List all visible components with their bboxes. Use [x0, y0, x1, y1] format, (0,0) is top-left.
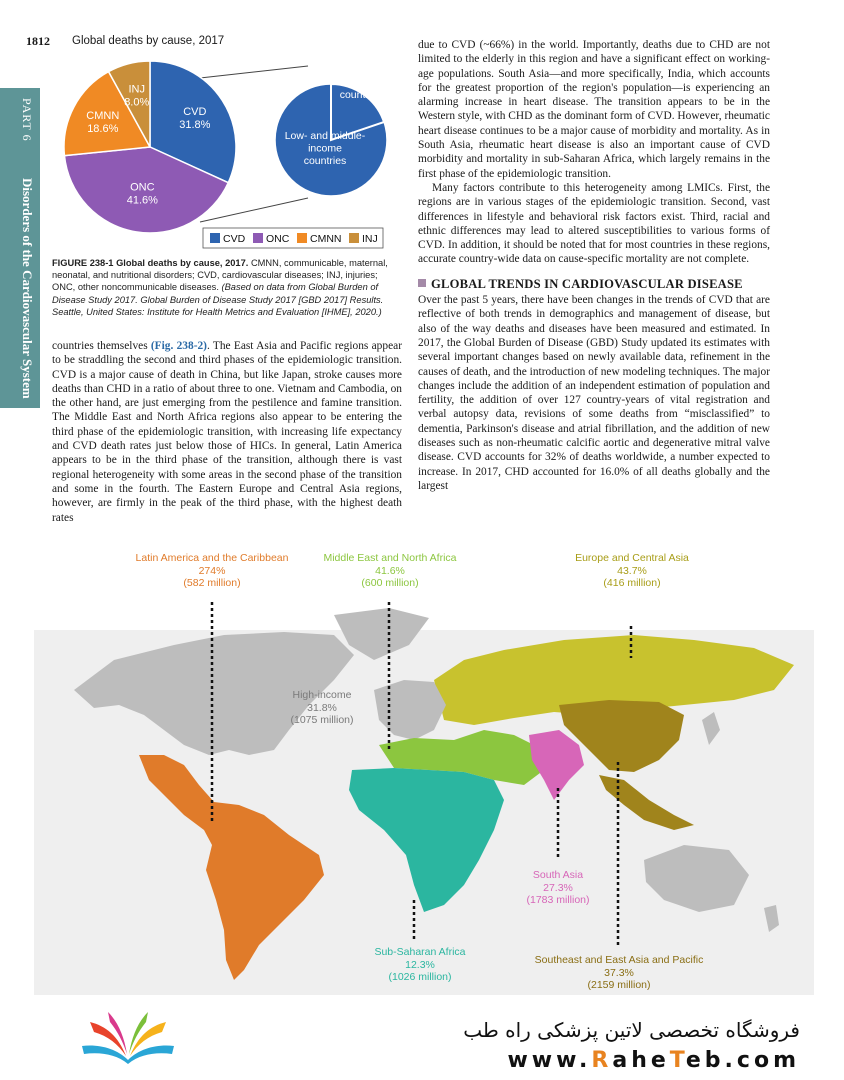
page-number: 1812 — [26, 34, 50, 48]
pie-value-inj: 8.0% — [124, 96, 150, 109]
map-label-sub-saharan: Sub-Saharan Africa 12.3% (1026 million) — [374, 946, 466, 983]
legend-swatch-inj — [349, 233, 359, 243]
caption-source: (Based on data from Global Burden of Disease Study 2017. Global Burden of Disease Study 2017 [GBD 2017] Results. Seattle, United States: Institute for Health Metrics and Evaluation [IHME], 2020.) — [52, 282, 384, 317]
caption-lead: FIGURE 238-1 Global deaths by cause, 2017. — [52, 258, 249, 268]
legend-swatch-cmnn — [297, 233, 307, 243]
map-label-middle-east: Middle East and North Africa 41.6% (600 million) — [323, 552, 457, 589]
connector-line-top — [200, 66, 308, 78]
inset-label-high-income: High-income countries — [339, 65, 383, 101]
inset-label-low-middle-income: Low- and middle-income countries — [284, 130, 366, 167]
pie-label-cvd: CVD — [183, 106, 207, 119]
main-pie — [64, 61, 236, 233]
pie-value-cmnn: 18.6% — [87, 123, 119, 136]
pie-value-cvd: 31.8% — [179, 119, 211, 132]
side-tab-title: Disorders of the Cardiovascular System — [20, 178, 35, 399]
world-map — [34, 540, 814, 995]
heading-square-icon — [418, 279, 426, 287]
legend-label-cmnn: CMNN — [310, 233, 342, 245]
right-paragraph-2: Many factors contribute to this heterogeneity among LMICs. First, the regions are in various stages of the epidemiologic transition. Second, vast differences in lifestyle and behavioral risk factors exist. Third, racial and ethnic differences may lead to altered susceptibilities to various forms of CVD. In addition, it should be noted that for most countries in these regions, accurate country-wide data on cause-specific mortality are not complete. — [418, 181, 770, 266]
deaths-by-cause-chart — [50, 52, 400, 252]
store-url[interactable]: www.RaheTeb.com — [507, 1048, 800, 1073]
pie-label-onc: ONC — [130, 181, 155, 194]
pie-label-inj: INJ — [128, 83, 145, 96]
caption-body: CMNN, communicable, maternal, neonatal, and nutritional disorders; CVD, cardiovascular diseases; INJ, injuries; ONC, other noncommunicable diseases. — [52, 258, 388, 293]
figure-reference-link[interactable]: (Fig. 238-2) — [150, 340, 207, 352]
pie-value-onc: 41.6% — [126, 194, 158, 207]
figure-caption — [52, 257, 398, 318]
left-column — [52, 339, 402, 525]
legend-swatch-cvd — [210, 233, 220, 243]
right-paragraph-1: due to CVD (~66%) in the world. Importantly, deaths due to CHD are not limited to the elderly in this region and have a significant effect on working-age populations. South Asia—and more specifically, India, which accounts for the greatest proportion of the region's population—is experiencing an alarming increase in heart disease. The transition appears to be in the Western style, with CHD as the dominant form of CVD. However, rheumatic heart disease continues to be a major cause of morbidity and mortality. As in South Asia, rheumatic heart disease is also an important cause of CVD morbidity and mortality in sub-Saharan Africa, which largely remains in the first phase of the epidemiologic transition. — [418, 39, 770, 180]
map-label-europe: Europe and Central Asia 43.7% (416 million) — [575, 552, 689, 589]
map-label-east-asia-pacific: Southeast and East Asia and Pacific 37.3% (2159 million) — [534, 954, 704, 991]
left-paragraph: countries themselves (Fig. 238-2). The East Asia and Pacific regions appear to be straddling the second and third phases of the epidemiologic transition. CVD is a major cause of death in China, but like Japan, stroke causes more deaths than CHD in a ratio of about three to one. Vietnam and Cambodia, on the other hand, are just emerging from the pestilence and famine transition. The Middle East and North Africa regions also appear to be entering the third phase of the epidemiologic transition, with increasing life expectancy and CVD death rates just below those of HICs. In general, Latin America appears to be in the third phase of the transition, although there is vast regional heterogeneity with some areas in the second phase of the transition and some in the fourth. The Eastern Europe and Central Asia regions, however, are firmly in the peak of the third phase, with the highest death rates — [52, 340, 402, 524]
legend-label-cvd: CVD — [223, 233, 246, 245]
store-name: فروشگاه تخصصی لاتین پزشکی راه طب — [463, 1018, 800, 1042]
section-heading: GLOBAL TRENDS IN CARDIOVASCULAR DISEASE — [418, 277, 770, 291]
book-logo-icon — [78, 1008, 178, 1068]
legend-label-inj: INJ — [362, 233, 378, 245]
map-label-latin-america: Latin America and the Caribbean 274% (582 million) — [135, 552, 289, 589]
right-paragraph-3: Over the past 5 years, there have been changes in the trends of CVD that are reflective of both trends in demographics and management of disease, but also of the way deaths and diseases have been measured and estimated. In 2017, the Global Burden of Disease (GBD) Study updated its estimates with several important changes based on newly available data, refinement in the causes of death, and the introduction of new modeling techniques. The major changes include the addition of an independent estimation of population and fertility, the addition of over 127 country-years of vital registration and verbal autopsy data, revisions of some deaths from “misclassified” to dementia, Parkinson's disease and atrial fibrillation, and the addition of new diseases such as non-rheumatic calcific aortic and degenerative mitral valve disease. CVD accounts for 32% of deaths worldwide, a number expected to increase. In 2017, CHD accounted for 16.0% of all deaths globally and the largest — [418, 294, 770, 492]
legend-label-onc: ONC — [266, 233, 290, 245]
side-tab-part: PART 6 — [20, 98, 34, 142]
legend-swatch-onc — [253, 233, 263, 243]
pie-label-cmnn: CMNN — [86, 110, 120, 123]
figure-title: Global deaths by cause, 2017 — [72, 35, 225, 47]
map-label-high-income: High-income 31.8% (1075 million) — [290, 689, 354, 726]
map-label-south-asia: South Asia 27.3% (1783 million) — [526, 869, 590, 906]
right-column — [418, 38, 770, 493]
